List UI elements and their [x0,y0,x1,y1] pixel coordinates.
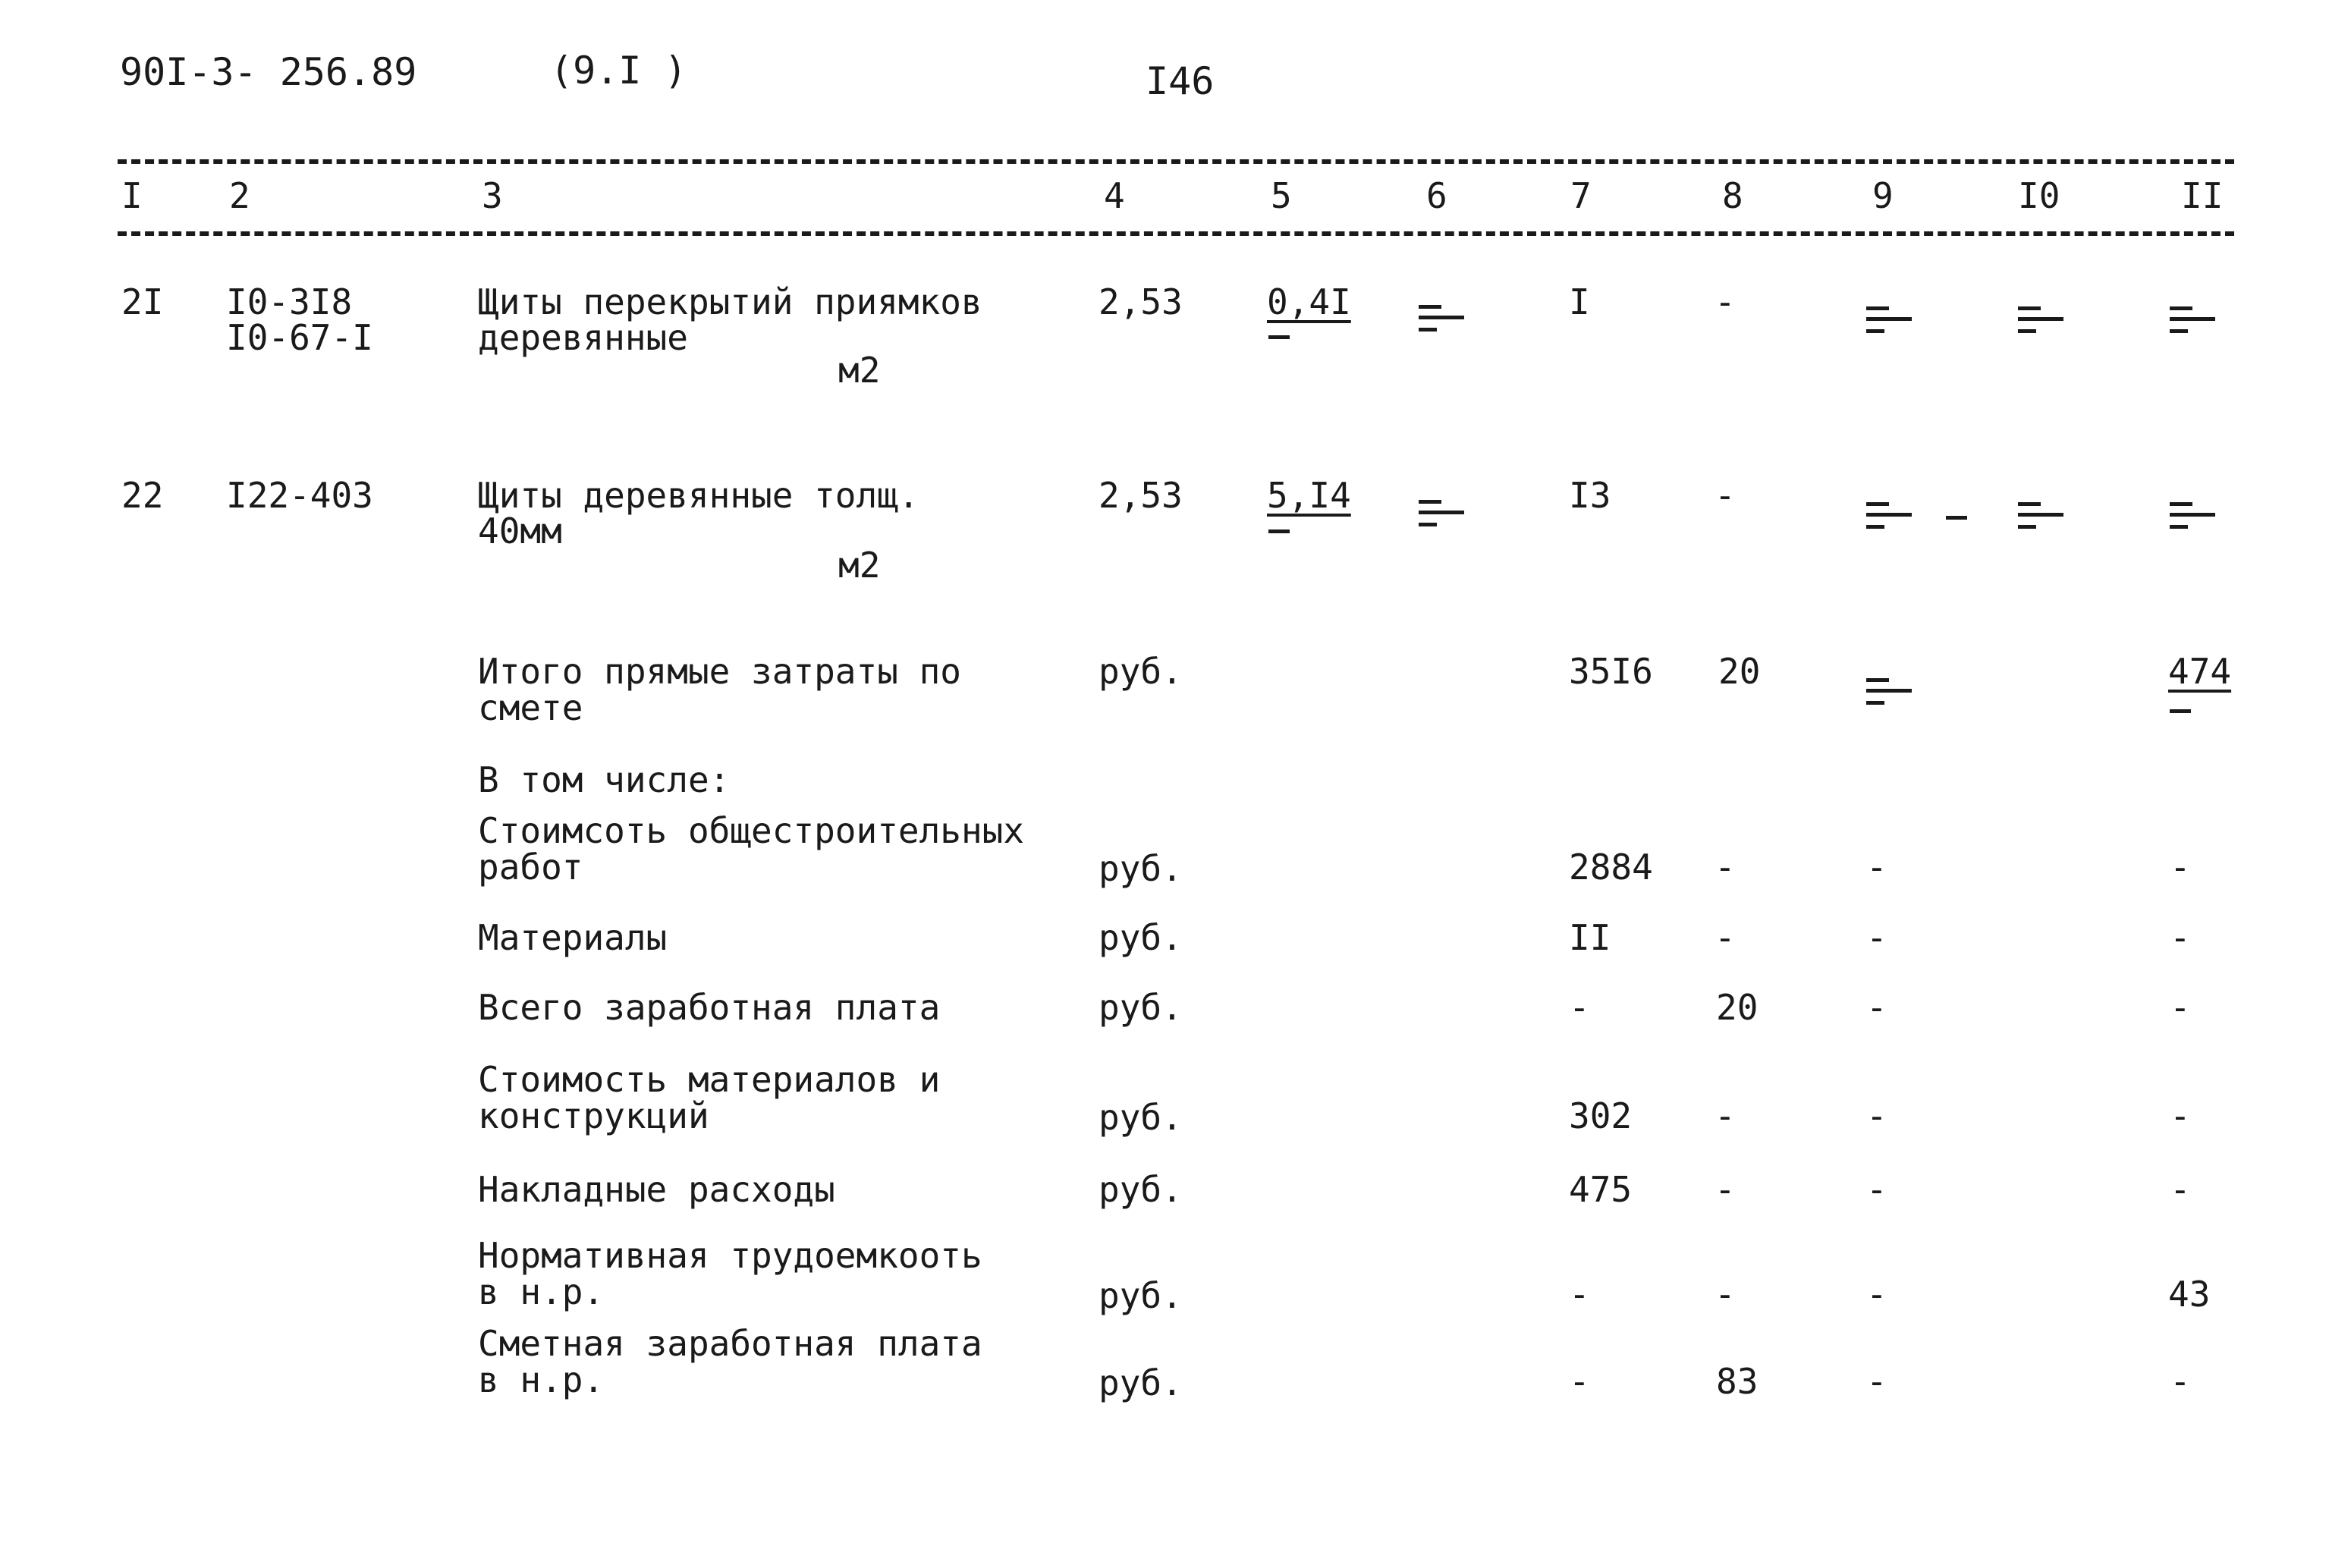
dash-mark [2018,303,2063,334]
dash-mark [1419,302,1464,332]
breakdown-unit: руб. [1098,987,1183,1028]
breakdown-col7: 2884 [1569,847,1653,888]
item-quantity: 2,53 [1098,475,1183,516]
breakdown-col8: - [1715,1095,1736,1136]
header-rule-bottom [118,231,2234,236]
col-header-10: I0 [2018,175,2060,216]
breakdown-col9: - [1866,987,1887,1028]
item-number: 2I [121,281,164,322]
totals-unit: руб. [1098,651,1183,692]
breakdown-col9: - [1866,847,1887,888]
breakdown-col7: II [1569,917,1611,958]
item-name: деревянные [478,317,688,358]
breakdown-col9: - [1866,1169,1887,1210]
dash-mark [2170,303,2215,334]
col-header-5: 5 [1271,175,1292,216]
dash-mark [1268,529,1290,533]
breakdown-name: Сметная заработная плата [478,1323,982,1364]
totals-label: смете [478,687,583,728]
item-col7-value: I [1569,281,1590,322]
col-header-7: 7 [1570,175,1592,216]
dash-mark [1268,335,1290,339]
breakdown-col9: - [1866,1361,1887,1402]
breakdown-col7: - [1569,1361,1590,1402]
item-code: I22-403 [226,475,373,516]
breakdown-name: в н.р. [478,1271,605,1312]
breakdown-col8: - [1715,1169,1736,1210]
item-unit: м2 [838,545,881,586]
breakdown-col8: 83 [1716,1361,1759,1402]
breakdown-unit: руб. [1098,1275,1183,1316]
dash-mark [2170,499,2215,529]
breakdown-name: в н.р. [478,1359,605,1400]
item-name: Щиты перекрытий приямков [478,281,982,322]
breakdown-col11: 43 [2168,1274,2211,1315]
item-unit: м2 [838,350,881,391]
breakdown-unit: руб. [1098,1097,1183,1138]
breakdown-col8: - [1715,847,1736,888]
breakdown-col11: - [2170,1169,2191,1210]
breakdown-name: работ [478,847,583,888]
item-code: I0-3I8 [226,281,353,322]
breakdown-col8: - [1715,917,1736,958]
breakdown-col9: - [1866,1095,1887,1136]
breakdown-col9: - [1866,917,1887,958]
col-header-9: 9 [1872,175,1894,216]
item-name: 40мм [478,511,562,551]
breakdown-name: конструкций [478,1095,709,1136]
breakdown-col11: - [2170,1095,2191,1136]
document-code: 90I-3- 256.89 [120,50,417,94]
item-col7-value: I3 [1569,475,1611,516]
item-quantity: 2,53 [1098,281,1183,322]
breakdown-name: Стоимсоть общестроительных [478,810,1025,851]
col-header-11: II [2181,175,2224,216]
col-header-4: 4 [1104,175,1125,216]
item-code: I0-67-I [226,317,373,358]
item-col5-value: 5,I4 [1267,475,1351,516]
dash-mark [1419,497,1464,527]
item-name: Щиты деревянные толщ. [478,475,919,516]
item-col8-value: - [1715,475,1736,516]
breakdown-col7: - [1569,1274,1590,1315]
totals-col11-value: 474 [2168,651,2232,692]
breakdown-unit: руб. [1098,1362,1183,1403]
breakdown-col11: - [2170,987,2191,1028]
col-header-3: 3 [482,175,503,216]
including-label: В том числе: [478,759,731,800]
page-number: I46 [1146,59,1215,103]
breakdown-name: Стоимость материалов и [478,1059,941,1100]
col-header-2: 2 [229,175,250,216]
breakdown-name: Материалы [478,917,668,958]
dash-mark [1946,516,1967,520]
col-header-8: 8 [1722,175,1743,216]
dash-mark [2018,499,2063,529]
breakdown-col7: 302 [1569,1095,1633,1136]
breakdown-name: Накладные расходы [478,1169,835,1210]
item-col5-value: 0,4I [1267,281,1351,322]
breakdown-unit: руб. [1098,1169,1183,1210]
dash-mark [1866,675,1912,705]
breakdown-col8: 20 [1716,987,1759,1028]
item-col8-value: - [1715,281,1736,322]
header-rule-top [118,159,2234,164]
breakdown-col9: - [1866,1274,1887,1315]
dash-mark [1866,303,1912,334]
breakdown-name: Нормативная трудоемкооть [478,1235,982,1276]
col-header-6: 6 [1426,175,1447,216]
breakdown-unit: руб. [1098,917,1183,958]
dash-mark [1866,499,1912,529]
breakdown-col11: - [2170,847,2191,888]
breakdown-name: Всего заработная плата [478,987,941,1028]
totals-col8-value: 20 [1718,651,1761,692]
item-number: 22 [121,475,164,516]
breakdown-col11: - [2170,917,2191,958]
totals-col7-value: 35I6 [1569,651,1653,692]
col-header-1: I [121,175,143,216]
breakdown-col11: - [2170,1361,2191,1402]
section-number: (9.I ) [550,49,687,93]
breakdown-col8: - [1715,1274,1736,1315]
breakdown-unit: руб. [1098,848,1183,889]
dash-mark [2170,709,2191,713]
breakdown-col7: - [1569,987,1590,1028]
breakdown-col7: 475 [1569,1169,1633,1210]
totals-label: Итого прямые затраты по [478,651,961,692]
